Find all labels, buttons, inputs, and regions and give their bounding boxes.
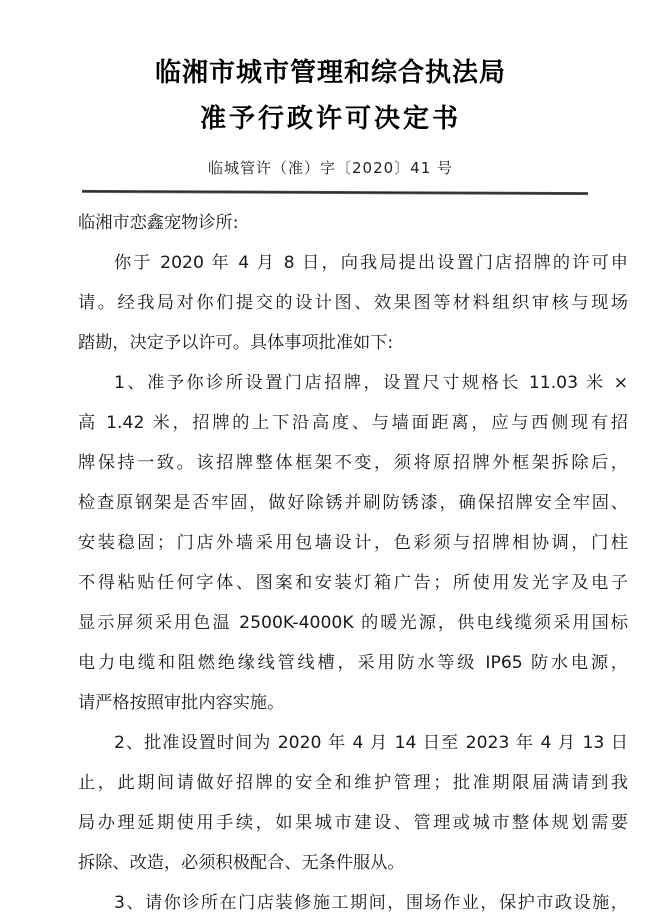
- document-title: 准予行政许可决定书: [199, 104, 461, 134]
- item-1-line: 不得粘贴任何字体、图案和安装灯箱广告；所使用发光字及电子: [78, 573, 628, 593]
- item-1-line: 电力电缆和阻燃绝缘线管线槽，采用防水等级 IP65 防水电源，: [78, 653, 628, 673]
- paragraph-line: 请。经我局对你们提交的设计图、效果图等材料组织审核与现场: [78, 293, 628, 313]
- paragraph-line: 你于 2020 年 4 月 8 日，向我局提出设置门店招牌的许可申: [114, 253, 628, 273]
- item-1-line: 高 1.42 米，招牌的上下沿高度、与墙面距离，应与西侧现有招: [78, 413, 628, 433]
- item-1-line: 牌保持一致。该招牌整体框架不变，须将原招牌外框架拆除后，: [78, 453, 628, 473]
- item-1-line: 1、准予你诊所设置门店招牌，设置尺寸规格长 11.03 米 ×: [114, 373, 628, 393]
- paragraph-line: 踏勘，决定予以许可。具体事项批准如下:: [78, 333, 394, 353]
- item-2-line: 拆除、改造，必须积极配合、无条件服从。: [78, 853, 405, 873]
- issuing-authority-title: 临湘市城市管理和综合执法局: [154, 58, 506, 88]
- item-2-line: 止，此期间请做好招牌的安全和维护管理；批准期限届满请到我: [78, 773, 628, 793]
- document-body: [78, 203, 628, 923]
- header-divider: [82, 190, 588, 195]
- addressee: 临湘市恋鑫宠物诊所:: [78, 213, 239, 233]
- item-2-line: 局办理延期使用手续，如果城市建设、管理或城市整体规划需要: [78, 813, 628, 833]
- item-1-line: 安装稳固；门店外墙采用包墙设计，色彩须与招牌相协调，门柱: [78, 533, 628, 553]
- item-1-line: 显示屏须采用色温 2500K-4000K 的暖光源，供电线缆须采用国标: [78, 613, 628, 633]
- item-3-line: 3、请你诊所在门店装修施工期间，围场作业，保护市政设施，: [114, 893, 628, 913]
- item-1-line: 检查原钢架是否牢固，做好除锈并刷防锈漆，确保招牌安全牢固、: [78, 493, 628, 513]
- item-2-line: 2、批准设置时间为 2020 年 4 月 14 日至 2023 年 4 月 13 日: [114, 733, 628, 753]
- item-1-line: 请严格按照审批内容实施。: [78, 693, 285, 713]
- document-number: 临城管许（准）字〔2020〕41 号: [207, 159, 454, 177]
